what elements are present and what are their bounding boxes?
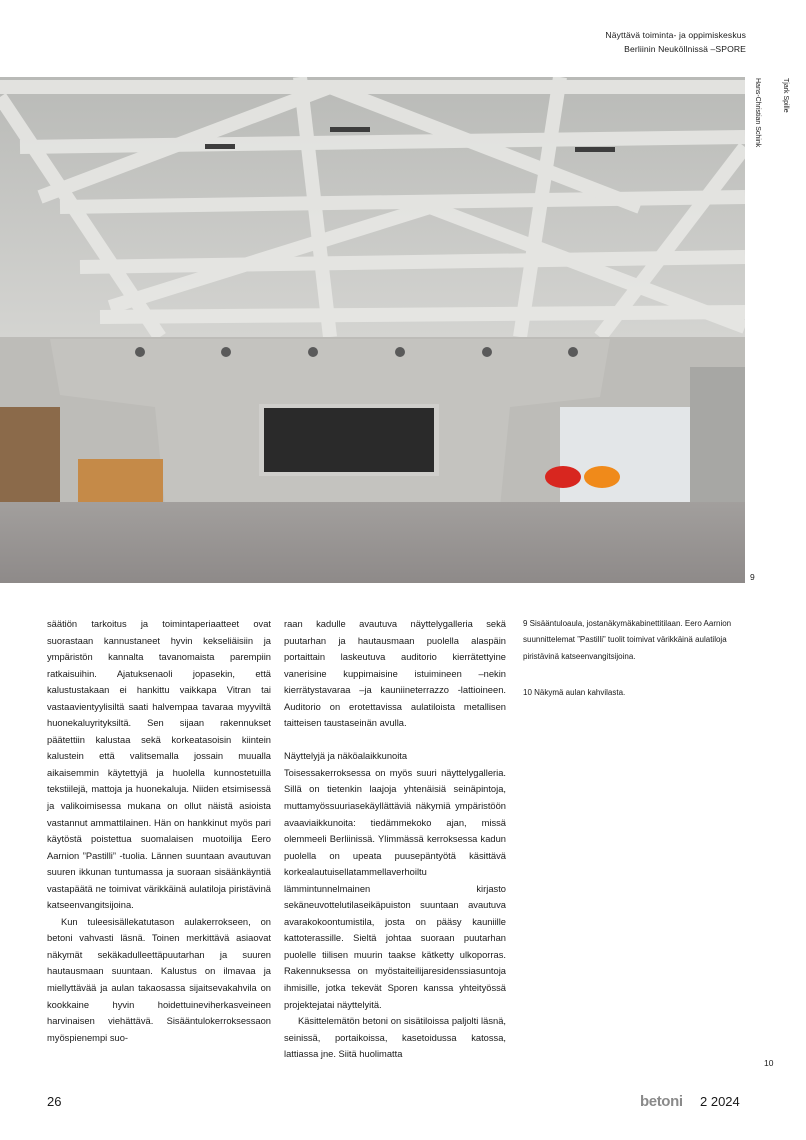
page-number: 26	[47, 1094, 62, 1109]
photo-credit-1: Hans-Christian Schink	[754, 78, 761, 148]
column2-paragraph-2: Toisessakerroksessa on myös suuri näyttelygalleria. Sillä on tietenkin laajoja yhtenäisiä seinäpintoja, muttamyössuuriasekäyllättäviä näkymiä ympäristöön avaaviaikkunoita: tiedämmekoko ajan, missä olemmeeli Berliinissä. Ylimmässä kerroksessa kadun puolella on upeata puusepäntyötä käsittävä korkealautuisellatammellaverhoiltu lämmintunnelmainen kirjasto sekäneuvottelutilaseikäpuiston suuntaan avautuva avarakokoontumistila, josta on pääsy kauniille kattoterassille. Sieltä johtaa suoraan puutarhan puolelle tiilisen muurin taakse kätketty ulkoporras. Rakennuksessa on myöstaiteilijaresidenssiasuntoja ihmisille, jotka tekevät Sporen kanssa yhteityössä projektejatai näyttelyitä.	[284, 767, 506, 1010]
figure-number-10: 10	[764, 1058, 774, 1068]
section-heading: Näyttelyjä ja näköalaikkunoita	[284, 751, 408, 762]
captions	[523, 616, 748, 722]
magazine-logo: betoni	[640, 1093, 683, 1110]
concrete-lobby-illustration	[0, 77, 745, 583]
photo-credit-2: Tjark Spille	[782, 78, 789, 113]
column1-paragraph-1: säätiön tarkoitus ja toimintaperiaatteet ovat suorastaan kannustaneet hyvin kekseliäisiin ja ympäristön kannalta tavanomaista parempiin ratkaisuihin. Ajatuksenaoli jopasekin, että kalustustakaan ei hankittu vaikkapa Vitran tai vastaavientyylisiltä saati halvempaa tavaraa myyviltä huonekaluyrityksiltä. Sen sijaan rakennukset päätettiin kalustaa sekä korkeatasoisin kiintein kalustein että valitsemalla jossain muualla aikaisemmin käytettyjä ja huolella kunnostetuilla tekstiilejä, mattoja ja huonekaluja. Niiden etsimisessä ja valikoimisessa mukana on ollut näistä asioista vastannut ammattilainen. Hän on hankkinut myös pari käytöstä poistettua suomalaisen muotoilija Eero Aarnion ”Pastilli” -tuolia. Lännen suuntaan avautuvan suuren ikkunan tuntumassa ja suoraan sisäänkäyntiä vastapäätä ne toimivat värikkäinä aulatiloja piristävinä katseenvangitsijoina.	[47, 619, 271, 911]
caption-9: 9 Sisääntuloaula, jostanäkymäkabinettitilaan. Eero Aarnion suunnittelemat ”Pastilli” tuolit toimivat värikkäinä aulatiloja piristävinä katseenvangitsijoina.	[523, 619, 732, 661]
column2-paragraph-3: Käsittelemätön betoni on sisätiloissa paljolti läsnä, seinissä, portaikoissa, kasetoidussa katossa, lattiassa jne. Siitä huolimatta	[284, 1016, 506, 1060]
header-line-2: Berliinin Neuköllnissä –SPORE	[624, 44, 746, 54]
column2-paragraph-1: raan kadulle avautuva näyttelygalleria sekä puutarhan ja hautausmaan puolella alaspäin portaittain laskeutuva auditorio kierrätettyine vanerisine kuppimaisine istuimineen –nekin kierrätystavaraa –ja kauniineterrazzo -lattioineen. Auditorio on erotettavissa aulatiloista metallisen taitteisen taustaseinän avulla.	[284, 619, 506, 729]
header-line-1: Näyttävä toiminta- ja oppimiskeskus	[605, 30, 746, 40]
caption-10: 10 Näkymä aulan kahvilasta.	[523, 688, 626, 698]
lobby-photo	[0, 77, 745, 583]
issue-number: 2 2024	[700, 1094, 740, 1109]
column1-paragraph-2: Kun tuleesisällekatutason aulakerrokseen, on betoni vahvasti läsnä. Toinen merkittävä asiaovat näkymät sekäkadulleettäpuutarhan ja suuren hautausmaan suuntaan. Kalustus on ilmavaa ja miellyttävää ja aulan takaosassa sijaitsevakahvila on kookkaine hyvin hoidettuineviherkasveineen harvinaisen viehättävä. Sisääntulokerroksessaon myöspienempi suo-	[47, 916, 271, 1043]
running-header	[605, 28, 746, 56]
text-column-2	[284, 616, 506, 1063]
figure-number-9: 9	[750, 572, 755, 582]
text-column-1	[47, 616, 271, 1046]
